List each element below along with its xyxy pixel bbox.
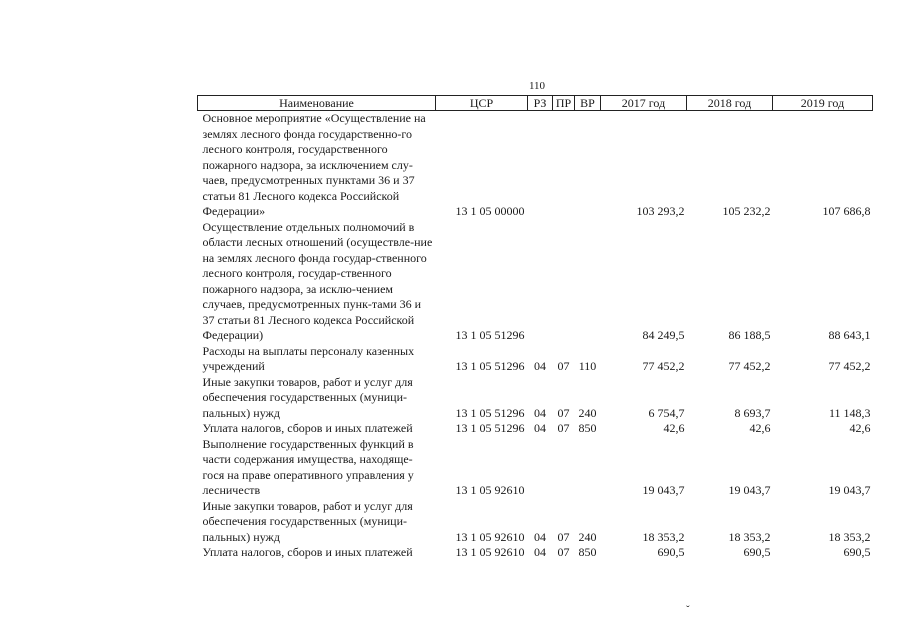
row-csr: 13 1 05 00000	[455, 204, 525, 218]
row-2017: 18 353,2	[642, 529, 685, 544]
row-vr	[575, 220, 601, 344]
row-2018: 19 043,7	[728, 483, 771, 497]
row-2017: 103 293,2	[636, 204, 685, 218]
row-vr: 850	[578, 421, 597, 435]
table-row	[198, 437, 873, 499]
row-2019: 88 643,1	[828, 328, 871, 342]
row-2017: 19 043,7	[642, 483, 685, 497]
row-pr: 07	[557, 529, 570, 544]
header-rz: РЗ	[528, 96, 553, 111]
row-pr: 07	[557, 359, 570, 373]
row-2018: 105 232,2	[722, 204, 771, 218]
row-2017: 77 452,2	[642, 359, 685, 373]
table-row	[198, 344, 873, 375]
row-vr	[575, 111, 601, 220]
row-name: Расходы на выплаты персоналу казенных учреждений	[202, 343, 415, 373]
header-pr: ПР	[553, 96, 575, 111]
row-name: Уплата налогов, сборов и иных платежей	[202, 545, 413, 559]
table-row	[198, 421, 873, 437]
header-2018: 2018 год	[687, 96, 773, 111]
row-name: Выполнение государственных функций в части содержания имущества, находяще-гося на праве оперативного управления у лесничеств	[202, 436, 414, 497]
row-2019: 690,5	[843, 545, 871, 559]
row-name: Основное мероприятие «Осуществление на землях лесного фонда государственно-го лесного контроля, государственного пожарного надзора, за исключением слу-чаев, предусмотренных пунктами 36 и 37 статьи 81 Лесного кодекса Российской Федерации»	[202, 111, 426, 218]
table-header	[198, 96, 873, 111]
table-row	[198, 545, 873, 561]
row-vr: 110	[578, 359, 597, 373]
row-2018: 18 353,2	[728, 529, 771, 544]
row-pr: 07	[557, 405, 570, 420]
page-number: 110	[528, 80, 546, 92]
scan-mark: ˇ	[686, 604, 690, 616]
row-2019: 77 452,2	[828, 359, 871, 373]
row-name: Иные закупки товаров, работ и услуг для обеспечения государственных (муници-пальных) нужд	[202, 374, 413, 420]
row-rz: 04	[534, 405, 546, 420]
row-2019: 107 686,8	[822, 204, 871, 218]
header-name: Наименование	[198, 96, 436, 111]
header-2017: 2017 год	[601, 96, 687, 111]
row-vr	[575, 437, 601, 499]
row-pr	[553, 111, 575, 220]
row-rz: 04	[534, 545, 546, 559]
row-rz: 04	[534, 529, 546, 544]
row-csr: 13 1 05 51296	[455, 359, 525, 373]
header-csr: ЦСР	[436, 96, 528, 111]
table-row	[198, 375, 873, 422]
row-vr: 240	[578, 529, 597, 544]
row-2019: 18 353,2	[828, 529, 871, 544]
row-pr	[553, 220, 575, 344]
row-2018: 42,6	[749, 421, 771, 435]
row-name: Осуществление отдельных полномочий в области лесных отношений (осуществле-ние на землях лесного фонда государ-ственного лесного контроля, государ-ственного пожарного надзора, за исклю-чением случаев, предусмотренных пунк-тами 36 и 37 статьи 81 Лесного кодекса Российской Федерации)	[202, 219, 433, 342]
row-2018: 77 452,2	[728, 359, 771, 373]
row-name: Уплата налогов, сборов и иных платежей	[202, 421, 413, 435]
row-2017: 690,5	[657, 545, 685, 559]
row-rz	[528, 111, 553, 220]
table-row	[198, 111, 873, 220]
header-2019: 2019 год	[773, 96, 873, 111]
row-vr: 240	[578, 405, 597, 420]
row-csr: 13 1 05 92610	[455, 529, 525, 544]
row-csr: 13 1 05 51296	[455, 421, 525, 435]
row-csr: 13 1 05 51296	[455, 328, 525, 342]
row-vr: 850	[578, 545, 597, 559]
row-2017: 84 249,5	[642, 328, 685, 342]
row-2019: 19 043,7	[828, 483, 871, 497]
table-row	[198, 499, 873, 546]
table-body	[198, 111, 873, 561]
row-2018: 8 693,7	[734, 405, 771, 420]
row-pr: 07	[557, 421, 570, 435]
row-2017: 6 754,7	[648, 405, 685, 420]
row-csr: 13 1 05 92610	[455, 483, 525, 497]
row-2019: 11 148,3	[828, 405, 871, 420]
row-2019: 42,6	[849, 421, 871, 435]
row-rz	[528, 220, 553, 344]
row-2018: 690,5	[743, 545, 771, 559]
row-rz: 04	[534, 421, 546, 435]
row-csr: 13 1 05 92610	[455, 545, 525, 559]
row-csr: 13 1 05 51296	[455, 405, 525, 420]
header-vr: ВР	[575, 96, 601, 111]
row-pr	[553, 437, 575, 499]
row-rz: 04	[534, 359, 546, 373]
row-2017: 42,6	[663, 421, 685, 435]
row-rz	[528, 437, 553, 499]
row-2018: 86 188,5	[728, 328, 771, 342]
table-row	[198, 220, 873, 344]
row-name: Иные закупки товаров, работ и услуг для обеспечения государственных (муници-пальных) нужд	[202, 498, 413, 544]
row-pr: 07	[557, 545, 570, 559]
budget-table	[197, 95, 873, 561]
